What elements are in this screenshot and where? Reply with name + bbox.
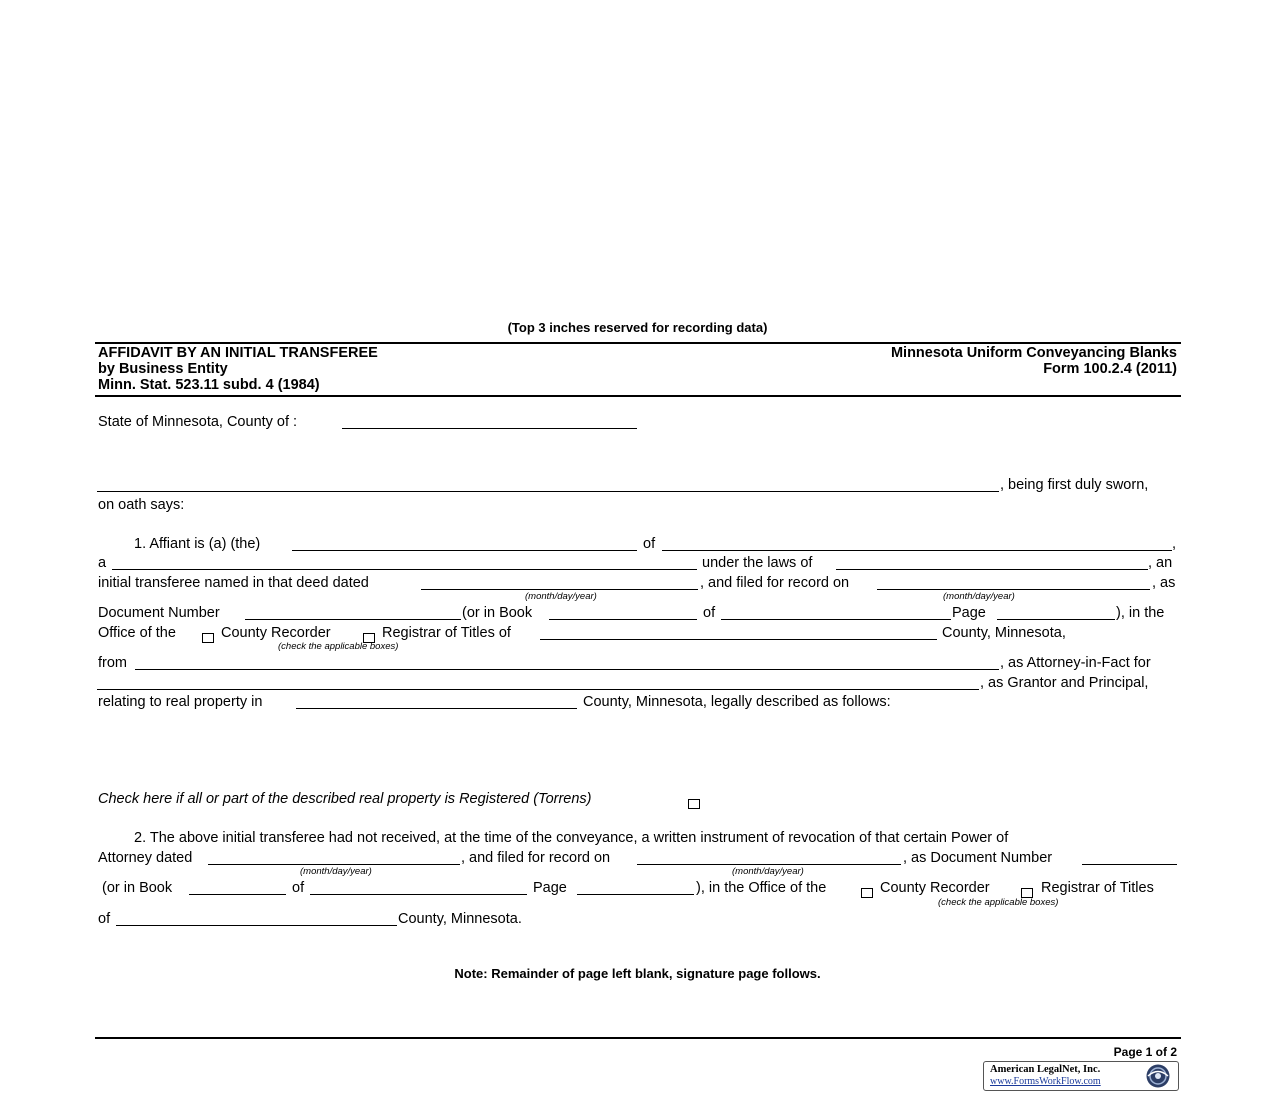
poa-date-field[interactable] [208,864,460,865]
para1-affiant-label: 1. Affiant is (a) (the) [134,536,261,552]
or-book-label: (or in Book [462,605,533,621]
poa-filed-date-field[interactable] [637,864,901,865]
page-field[interactable] [997,619,1115,620]
county-mn-text: County, Minnesota, [942,625,1066,641]
poa-book-of-field[interactable] [310,894,527,895]
para2-of-label-2: of [98,911,111,927]
entity-name-field[interactable] [662,550,1172,551]
para2-line1: 2. The above initial transferee had not received, at the time of the conveyance, a written instrument of revocation of that certain Power of [134,830,1009,846]
from-label: from [98,655,127,671]
form-title: AFFIDAVIT BY AN INITIAL TRANSFEREE [98,345,378,361]
torrens-checkbox[interactable] [688,795,700,813]
poa-document-number-field[interactable] [1082,864,1177,865]
header-bottom-rule [95,395,1181,397]
county-recorder-label: County Recorder [221,625,331,641]
form-series: Minnesota Uniform Conveyancing Blanks [890,345,1177,361]
footer-rule [95,1037,1181,1039]
book-field[interactable] [549,619,697,620]
as-text: , as [1152,575,1176,591]
legal-description-label: County, Minnesota, legally described as follows: [583,694,891,710]
sworn-text: , being first duly sworn, [1000,477,1149,493]
oath-says-text: on oath says: [98,497,185,513]
as-document-number-label: , as Document Number [903,850,1053,866]
of-label-2: of [703,605,716,621]
para2-of-label: of [292,880,305,896]
laws-label: under the laws of [702,555,813,571]
para2-county-mn-text: County, Minnesota. [398,911,522,927]
poa-filed-date-hint: (month/day/year) [732,866,804,877]
para2-office-label: ), in the Office of the [696,880,827,896]
form-statute: Minn. Stat. 523.11 subd. 4 (1984) [98,377,320,393]
office-label: Office of the [98,625,176,641]
docnum-label: Document Number [98,605,220,621]
county-recorder-checkbox[interactable] [202,629,214,647]
poa-check-boxes-hint: (check the applicable boxes) [938,897,1059,908]
registrar-county-field[interactable] [540,639,937,640]
of-label: of [643,536,656,552]
american-legalnet-logo[interactable] [983,1061,1179,1091]
page-number: Page 1 of 2 [1113,1045,1177,1059]
in-the-text: ), in the [1116,605,1165,621]
logo-company-name: American LegalNet, Inc. [990,1064,1101,1075]
relating-label: relating to real property in [98,694,263,710]
form-number: Form 100.2.4 (2011) [1043,361,1177,377]
poa-book-field[interactable] [189,894,286,895]
para2-filed-label: , and filed for record on [461,850,611,866]
a-label: a [98,555,107,571]
poa-county-recorder-checkbox[interactable] [861,884,873,902]
aif-text: , as Attorney-in-Fact for [1000,655,1151,671]
grantor-text: , as Grantor and Principal, [980,675,1149,691]
poa-date-hint: (month/day/year) [300,866,372,877]
grantor-field[interactable] [97,689,979,690]
an-text: , an [1148,555,1173,571]
document-number-field[interactable] [245,619,461,620]
page-label: Page [952,605,986,621]
property-county-field[interactable] [296,708,577,709]
poa-county-recorder-label: County Recorder [880,880,990,896]
header-top-rule [95,342,1181,344]
registrar-label: Registrar of Titles of [382,625,511,641]
remainder-note: Note: Remainder of page left blank, signature page follows. [454,966,821,981]
form-subtitle: by Business Entity [98,361,228,377]
para2-or-book-label: (or in Book [102,880,173,896]
attorney-dated-label: Attorney dated [98,850,193,866]
entity-type-field[interactable] [112,569,697,570]
jurisdiction-field[interactable] [836,569,1148,570]
county-field[interactable] [342,428,637,429]
poa-county-field[interactable] [116,925,397,926]
poa-registrar-label: Registrar of Titles [1041,880,1154,896]
affiant-title-field[interactable] [292,550,637,551]
deed-date-field[interactable] [421,589,698,590]
recording-reserved-note: (Top 3 inches reserved for recording data) [507,320,768,335]
venue-label: State of Minnesota, County of : [98,414,298,430]
affiant-name-field[interactable] [97,491,999,492]
logo-url[interactable]: www.FormsWorkFlow.com [990,1076,1101,1087]
attorney-in-fact-field[interactable] [135,669,999,670]
globe-icon [1141,1063,1175,1089]
filed-label: , and filed for record on [700,575,850,591]
comma-text: , [1172,536,1177,552]
book-of-field[interactable] [721,619,951,620]
torrens-label: Check here if all or part of the described real property is Registered (Torrens) [98,791,592,807]
filed-date-hint: (month/day/year) [943,591,1015,602]
initial-transferee-label: initial transferee named in that deed dated [98,575,369,591]
poa-page-field[interactable] [577,894,694,895]
para2-page-label: Page [533,880,567,896]
filed-date-field[interactable] [877,589,1150,590]
check-boxes-hint: (check the applicable boxes) [278,641,399,652]
deed-date-hint: (month/day/year) [525,591,597,602]
